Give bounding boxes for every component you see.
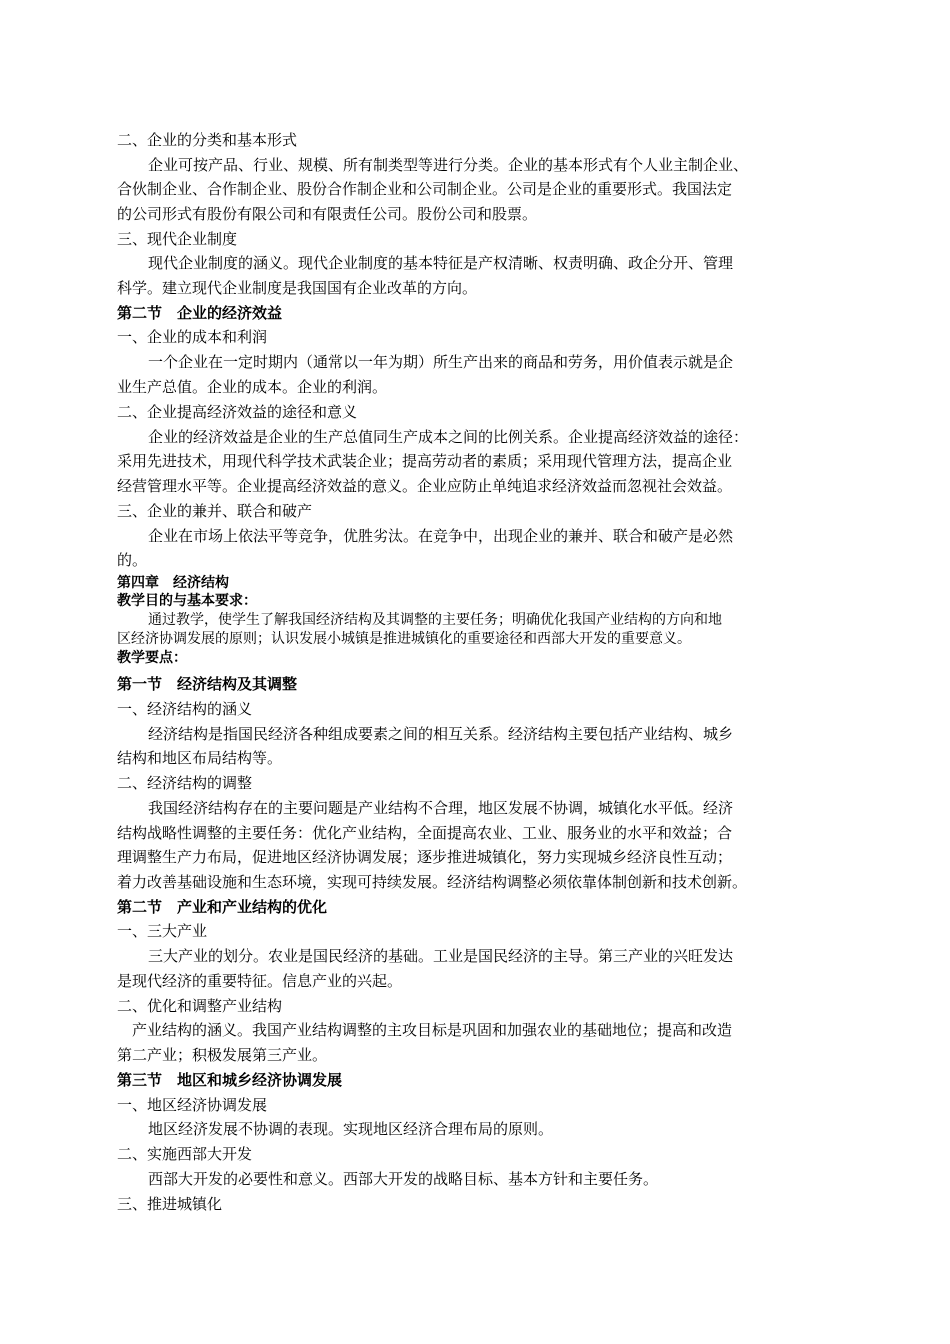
section-heading: 一、经济结构的涵义 bbox=[117, 700, 253, 718]
paragraph-line: 结构战略性调整的主要任务：优化产业结构，全面提高农业、工业、服务业的水平和效益；合 bbox=[117, 824, 733, 842]
paragraph-line: 业生产总值。企业的成本。企业的利润。 bbox=[117, 378, 388, 396]
objectives-heading: 教学目的与基本要求： bbox=[117, 593, 257, 609]
paragraph-line: 现代企业制度的涵义。现代企业制度的基本特征是产权清晰、权责明确、政企分开、管理 bbox=[148, 254, 734, 272]
section-heading: 三、推进城镇化 bbox=[117, 1195, 223, 1213]
paragraph-line: 企业可按产品、行业、规模、所有制类型等进行分类。企业的基本形式有个人业主制企业、 bbox=[148, 156, 749, 174]
paragraph-line: 企业的经济效益是企业的生产总值同生产成本之间的比例关系。企业提高经济效益的途径： bbox=[148, 428, 749, 446]
paragraph-line: 经济结构是指国民经济各种组成要素之间的相互关系。经济结构主要包括产业结构、城乡 bbox=[148, 725, 734, 743]
chapter-section-title: 第一节 经济结构及其调整 bbox=[117, 675, 298, 693]
paragraph-line: 通过教学，使学生了解我国经济结构及其调整的主要任务；明确优化我国产业结构的方向和地 bbox=[148, 612, 722, 628]
section-heading: 二、经济结构的调整 bbox=[117, 774, 253, 792]
section-heading: 二、优化和调整产业结构 bbox=[117, 997, 283, 1015]
section-heading: 一、企业的成本和利润 bbox=[117, 328, 268, 346]
paragraph-line: 的公司形式有股份有限公司和有限责任公司。股份公司和股票。 bbox=[117, 205, 538, 223]
paragraph-line: 企业在市场上依法平等竞争，优胜劣汰。在竞争中，出现企业的兼并、联合和破产是必然 bbox=[148, 527, 734, 545]
section-heading: 二、实施西部大开发 bbox=[117, 1145, 253, 1163]
key-points-heading: 教学要点： bbox=[117, 650, 187, 666]
paragraph-line: 合伙制企业、合作制企业、股份合作制企业和公司制企业。公司是企业的重要形式。我国法定 bbox=[117, 180, 733, 198]
paragraph-line: 着力改善基础设施和生态环境，实现可持续发展。经济结构调整必须依靠体制创新和技术创新。 bbox=[117, 873, 748, 891]
paragraph-line: 是现代经济的重要特征。信息产业的兴起。 bbox=[117, 972, 403, 990]
paragraph-line: 区经济协调发展的原则；认识发展小城镇是推进城镇化的重要途径和西部大开发的重要意义。 bbox=[117, 631, 691, 647]
section-heading: 三、企业的兼并、联合和破产 bbox=[117, 502, 313, 520]
paragraph-line: 产业结构的涵义。我国产业结构调整的主攻目标是巩固和加强农业的基础地位；提高和改造 bbox=[132, 1021, 733, 1039]
section-heading: 一、地区经济协调发展 bbox=[117, 1096, 268, 1114]
chapter-section-title: 第二节 产业和产业结构的优化 bbox=[117, 898, 328, 916]
chapter-section-title: 第二节 企业的经济效益 bbox=[117, 304, 283, 322]
paragraph-line: 采用先进技术，用现代科学技术武装企业；提高劳动者的素质；采用现代管理方法，提高企业 bbox=[117, 452, 733, 470]
section-heading: 二、企业提高经济效益的途径和意义 bbox=[117, 403, 358, 421]
paragraph-line: 我国经济结构存在的主要问题是产业结构不合理，地区发展不协调，城镇化水平低。经济 bbox=[148, 799, 734, 817]
paragraph-line: 西部大开发的必要性和意义。西部大开发的战略目标、基本方针和主要任务。 bbox=[148, 1170, 659, 1188]
paragraph-line: 经营管理水平等。企业提高经济效益的意义。企业应防止单纯追求经济效益而忽视社会效益。 bbox=[117, 477, 733, 495]
chapter-section-title: 第三节 地区和城乡经济协调发展 bbox=[117, 1071, 343, 1089]
paragraph-line: 三大产业的划分。农业是国民经济的基础。工业是国民经济的主导。第三产业的兴旺发达 bbox=[148, 947, 734, 965]
paragraph-line: 地区经济发展不协调的表现。实现地区经济合理布局的原则。 bbox=[148, 1120, 554, 1138]
chapter-title: 第四章 经济结构 bbox=[117, 575, 229, 591]
section-heading: 二、企业的分类和基本形式 bbox=[117, 131, 298, 149]
paragraph-line: 结构和地区布局结构等。 bbox=[117, 749, 283, 767]
section-heading: 三、现代企业制度 bbox=[117, 230, 238, 248]
paragraph-line: 理调整生产力布局，促进地区经济协调发展；逐步推进城镇化，努力实现城乡经济良性互动； bbox=[117, 848, 733, 866]
paragraph-line: 第二产业；积极发展第三产业。 bbox=[117, 1046, 328, 1064]
section-heading: 一、三大产业 bbox=[117, 922, 208, 940]
paragraph-line: 的。 bbox=[117, 551, 148, 569]
paragraph-line: 科学。建立现代企业制度是我国国有企业改革的方向。 bbox=[117, 279, 478, 297]
paragraph-line: 一个企业在一定时期内（通常以一年为期）所生产出来的商品和劳务，用价值表示就是企 bbox=[148, 353, 734, 371]
